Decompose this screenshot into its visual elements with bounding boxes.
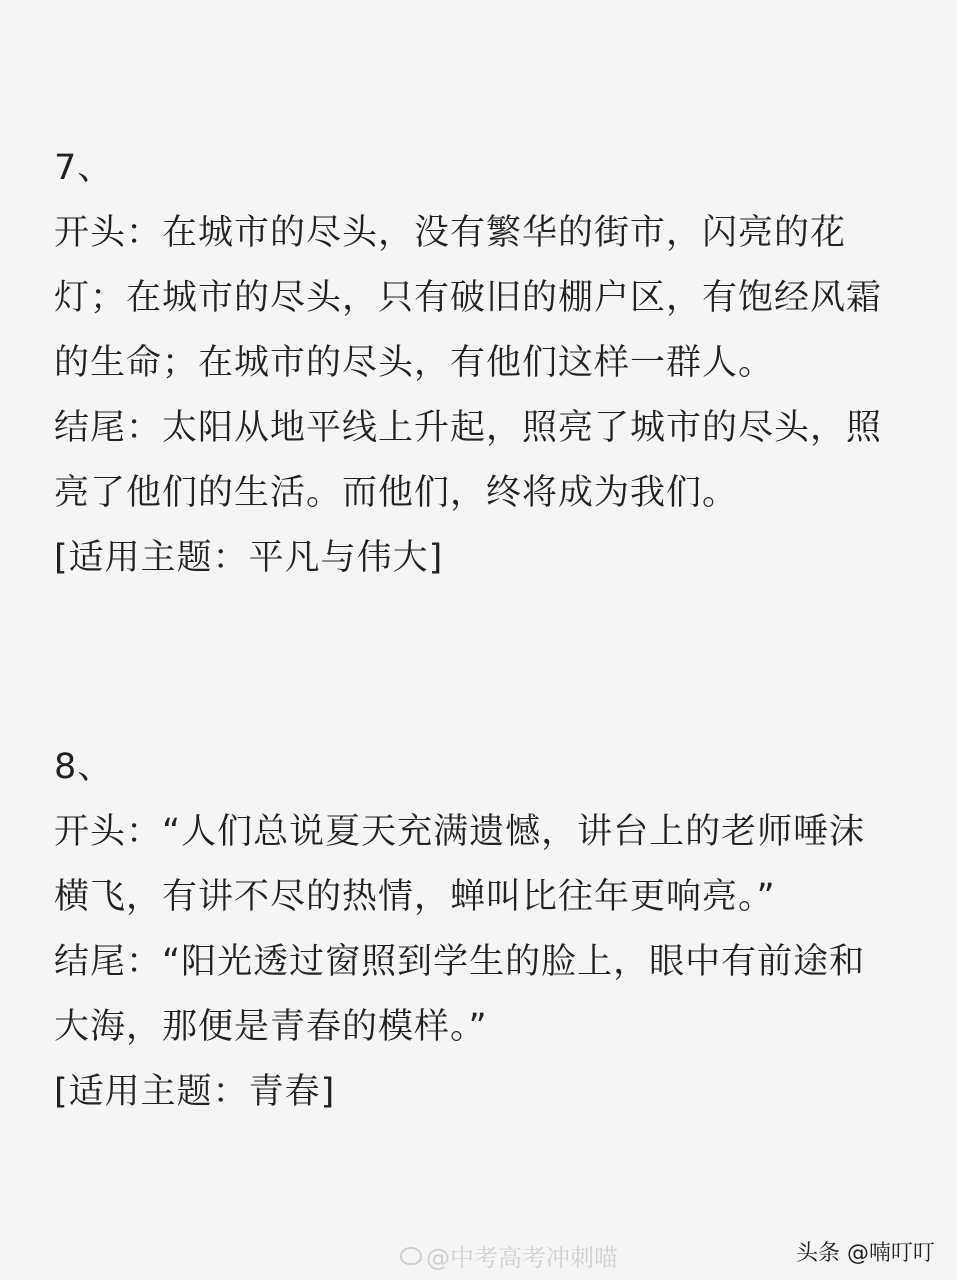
- text-line: 大海，那便是青春的模样。”: [54, 1007, 488, 1047]
- weibo-icon: [400, 1247, 422, 1265]
- text-line: 的生命；在城市的尽头，有他们这样一群人。: [54, 343, 775, 383]
- text-line: 开头：“人们总说夏天充满遗憾，讲台上的老师唾沫: [54, 812, 866, 852]
- section-number: 7、: [54, 148, 114, 188]
- theme-line: [适用主题：平凡与伟大]: [54, 538, 444, 578]
- text-line: 结尾：“阳光透过窗照到学生的脸上，眼中有前途和: [54, 942, 866, 982]
- section-number: 8、: [54, 747, 114, 787]
- watermark-text: @中考高考冲刺喵: [426, 1244, 618, 1272]
- text-line: 灯；在城市的尽头，只有破旧的棚户区，有饱经风霜: [54, 278, 883, 318]
- section-8: [54, 735, 914, 1125]
- text-line: 结尾：太阳从地平线上升起，照亮了城市的尽头，照: [54, 408, 883, 448]
- watermark: [400, 1238, 618, 1273]
- text-line: 亮了他们的生活。而他们，终将成为我们。: [54, 473, 739, 513]
- section-7: [54, 136, 914, 591]
- text-line: 横飞，有讲不尽的热情，蝉叫比往年更响亮。”: [54, 877, 776, 917]
- source-credit: 头条 @喃叮叮: [796, 1241, 935, 1266]
- text-line: 开头：在城市的尽头，没有繁华的街市，闪亮的花: [54, 213, 847, 253]
- theme-line: [适用主题：青春]: [54, 1072, 336, 1112]
